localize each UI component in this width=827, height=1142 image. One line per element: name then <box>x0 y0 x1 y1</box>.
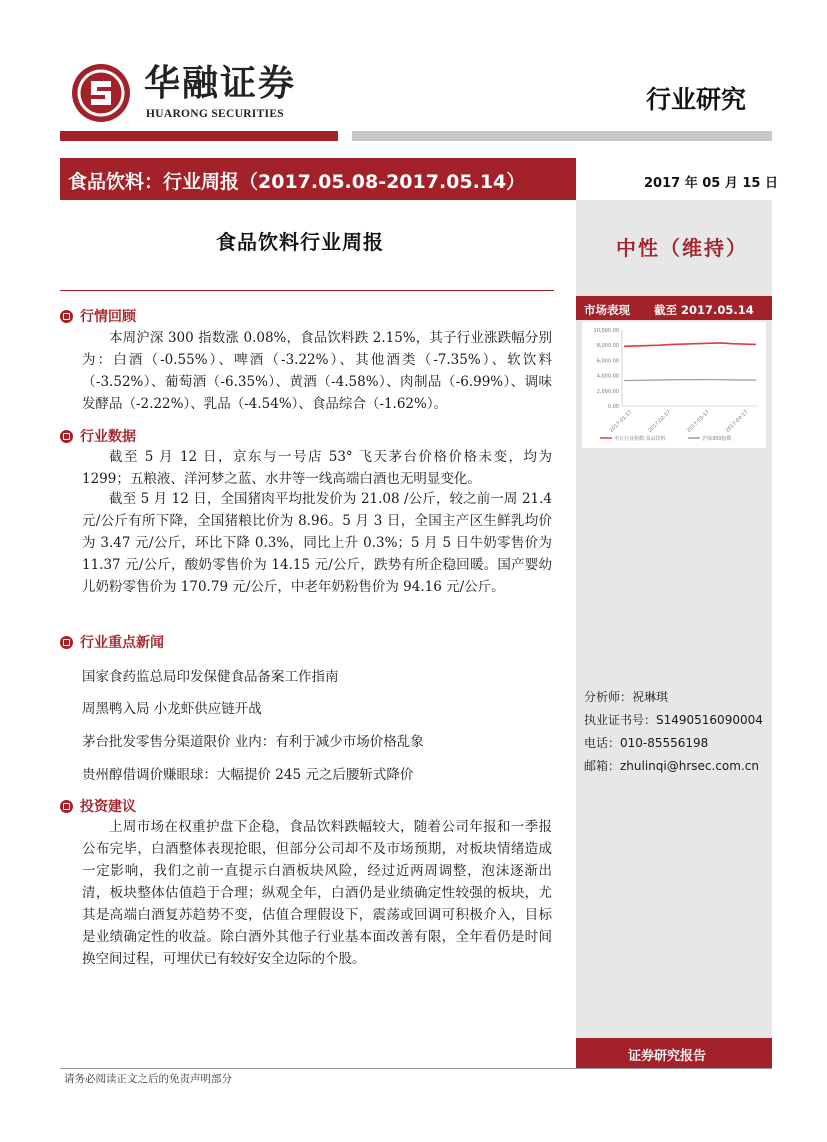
news-item: 茅台批发零售分渠道限价 业内：有利于减少市场价格乱象 <box>82 734 424 750</box>
section-icon <box>60 430 73 443</box>
chart-y-tick-label: 4,000.00 <box>596 373 619 380</box>
news-item: 国家食药监总局印发保健食品备案工作指南 <box>82 669 339 685</box>
market-performance-label: 市场表现 <box>584 303 630 317</box>
chart-y-tick-label: 0.00 <box>607 404 619 410</box>
data-paragraph-liquor: 截至 5 月 12 日，京东与一号店 53° 飞天茅台价格价格未变，均为 1299；五粮液、洋河梦之蓝、水井等一线高端白酒也无明显变化。 <box>82 449 552 487</box>
section-icon <box>60 310 73 323</box>
brand-name-cn: 华融证券 <box>144 63 297 104</box>
analyst-email[interactable]: 邮箱：zhulinqi@hrsec.com.cn <box>584 759 759 773</box>
analyst-name: 分析师：祝琳琪 <box>584 690 669 704</box>
report-title: 食品饮料行业周报 <box>216 230 384 254</box>
chart-y-tick-label: 2,000.00 <box>596 388 619 395</box>
analyst-license: 执业证书号：S1490516090004 <box>584 713 763 727</box>
company-logo <box>70 62 132 124</box>
chart-series-line-food-beverage <box>624 343 756 346</box>
section-icon <box>60 636 73 649</box>
data-paragraph-pork-dairy: 截至 5 月 12 日，全国猪肉平均批发价为 21.08 /公斤，较之前一周 21.4 元/公斤有所下降，全国猪粮比价为 8.96。5 月 3 日，全国主产区生鲜乳均价为 3.47 元/公斤，环比下降 0.3%，同比上升 0.3%；5 月 5 日牛奶零售价为 11.37 元/公斤，酸奶零售价为 14.15 元/公斤，跌势有所企稳回暖。国产婴幼儿奶粉零售价为 170.79 元/公斤，中老年奶粉售价为 94.16 元/公斤。 <box>82 491 552 595</box>
section-heading-review: 行情回顾 <box>80 309 136 325</box>
chart-x-tick-label: 2017-01-17 <box>608 409 634 434</box>
brand-name-en: HUARONG SECURITIES <box>146 108 284 120</box>
report-series-title: 食品饮料：行业周报（2017.05.08-2017.05.14） <box>68 171 526 193</box>
chart-legend-label: 申万行业指数:食品饮料 <box>614 436 666 442</box>
chart-y-tick-label: 8,000.00 <box>596 343 619 350</box>
market-performance-date: 截至 2017.05.14 <box>654 303 754 317</box>
title-rule <box>60 290 554 291</box>
header-strip-gray <box>352 131 772 141</box>
market-performance-chart <box>582 322 766 448</box>
chart-legend-label: 沪深300指数 <box>702 436 732 442</box>
footer-rule <box>60 1068 772 1069</box>
chart-y-tick-label: 10,000.00 <box>593 328 619 334</box>
section-heading-news: 行业重点新闻 <box>80 635 164 651</box>
chart-y-tick-label: 6,000.00 <box>596 358 619 365</box>
news-item: 贵州醇借调价赚眼球：大幅提价 245 元之后腰斩式降价 <box>82 767 414 783</box>
analyst-phone: 电话：010-85556198 <box>584 736 709 750</box>
header-strip-red <box>60 131 338 141</box>
review-paragraph: 本周沪深 300 指数涨 0.08%，食品饮料跌 2.15%，其子行业涨跌幅分别为：白酒（-0.55%）、啤酒（-3.22%）、其他酒类（-7.35%）、软饮料（-3.52%）、葡萄酒（-6.35%）、黄酒（-4.58%）、肉制品（-6.99%）、调味发酵品（-2.22%）、乳品（-4.54%）、食品综合（-1.62%）。 <box>82 330 552 412</box>
chart-x-tick-label: 2017-04-17 <box>724 409 750 434</box>
chart-x-tick-label: 2017-03-17 <box>685 409 711 434</box>
footer-label: 证券研究报告 <box>628 1049 707 1064</box>
news-item: 周黑鸭入局 小龙虾供应链开战 <box>82 701 262 717</box>
chart-series-line-csi300 <box>624 380 756 381</box>
rating: 中性（维持） <box>616 236 748 260</box>
disclaimer: 请务必阅读正文之后的免责声明部分 <box>64 1073 232 1085</box>
section-heading-advice: 投资建议 <box>80 799 136 815</box>
chart-x-tick-label: 2017-02-17 <box>647 409 673 434</box>
report-date: 2017 年 05 月 15 日 <box>644 176 778 191</box>
document-type: 行业研究 <box>646 85 747 114</box>
advice-paragraph: 上周市场在权重护盘下企稳，食品饮料跌幅较大，随着公司年报和一季报公布完毕，白酒整体表现抢眼，但部分公司却不及市场预期，对板块情绪造成一定影响，我们之前一直提示白酒板块风险，经过近两周调整，泡沫逐渐出清，板块整体估值趋于合理；纵观全年，白酒仍是业绩确定性较强的板块，尤其是高端白酒复苏趋势不变，估值合理假设下，震荡或回调可积极介入，目标是业绩确定性的收益。除白酒外其他子行业基本面改善有限，全年看仍是时间换空间过程，可埋伏已有较好安全边际的个股。 <box>82 819 552 967</box>
section-heading-data: 行业数据 <box>80 429 136 445</box>
section-icon <box>60 800 73 813</box>
market-chart-box <box>582 322 766 448</box>
